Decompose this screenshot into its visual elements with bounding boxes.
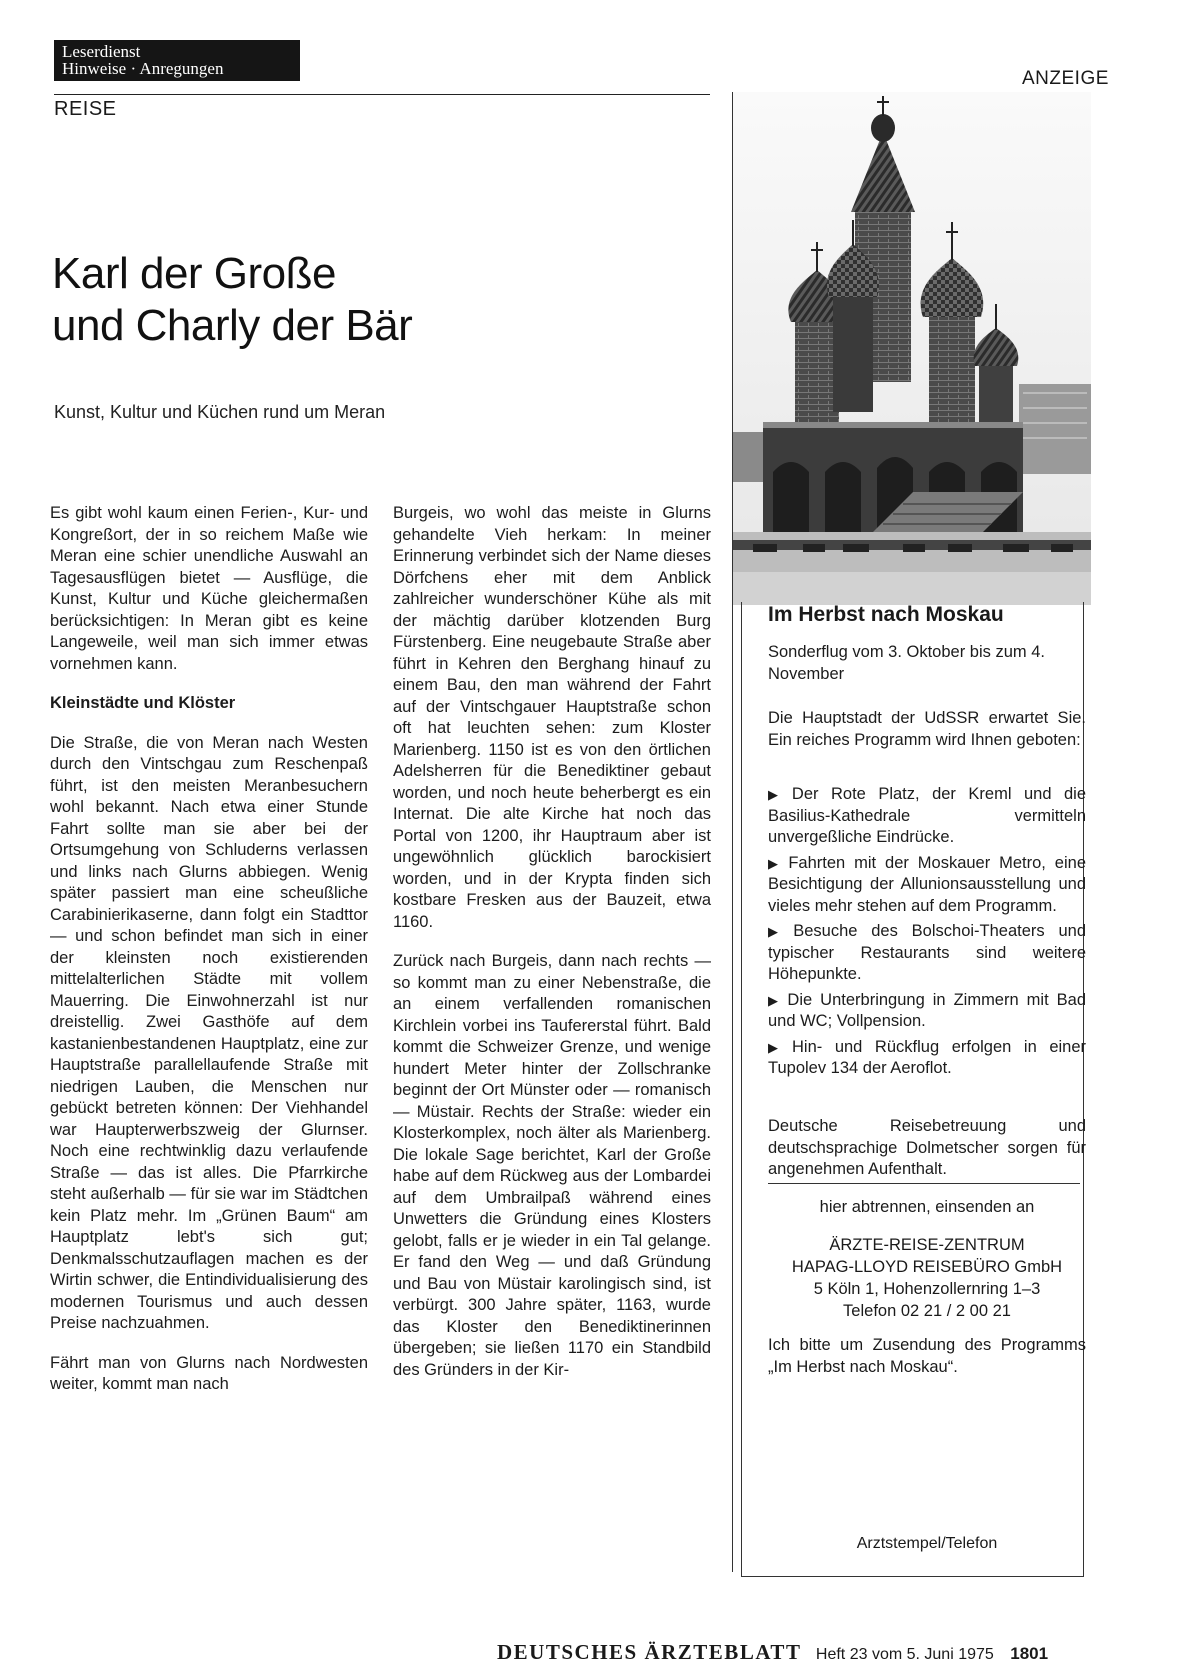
- contact-address: [768, 1234, 1086, 1322]
- list-item: [768, 853, 1086, 918]
- paragraph: Zurück nach Burgeis, dann nach rechts — so kommt man zu einer Nebenstraße, die an einem verfallenden romanischen Kirchlein vorbei ins Taufererstal führt. Bald kommt die Schweizer Grenze, und wenige hundert Meter hinter der Zollschranke beginnt der Ort Münster oder — romanisch — Müstair. Rechts der Straße: wieder ein Klosterkomplex, noch älter als Marienberg. Die lokale Sage berichtet, Karl der Große habe auf dem Rückweg aus der Lombardei auf dem Umbrailpaß während eines Unwetters die Gründung eines Klosters gelobt, falls er je wieder in ein Tal gelange. Er fand den Weg — und daß Gründung und Bau von Müstair karolingisch sind, ist verbürgt. 300 Jahre später, 1163, wurde das Kloster den Benediktinerinnen übergeben; sie ließen 1170 ein Standbild des Gründers in der Kir-: [393, 952, 711, 1379]
- page-footer: [497, 1640, 1048, 1665]
- section-label: REISE: [54, 98, 117, 120]
- list-item-text: Hin- und Rückflug erfolgen in einer Tupolev 134 der Aeroflot.: [768, 1037, 1087, 1077]
- cathedral-photo: [733, 92, 1091, 605]
- list-item-text: Die Unterbringung in Zimmern mit Bad und WC; Vollpension.: [768, 990, 1087, 1030]
- list-item-text: Der Rote Platz, der Kreml und die Basilius-Kathedrale vermitteln unvergeßliche Eindrücke.: [768, 785, 1086, 846]
- paragraph: Fährt man von Glurns nach Nordwesten weiter, kommt man nach: [50, 1353, 368, 1393]
- badge-line-1: Leserdienst: [62, 42, 141, 61]
- cut-note: hier abtrennen, einsenden an: [819, 1198, 1035, 1216]
- page-number: 1801: [1010, 1644, 1049, 1663]
- list-item-text: Besuche des Bolschoi-Theaters und typischer Restaurants sind weitere Höhepunkte.: [768, 922, 1086, 983]
- paragraph: Burgeis, wo wohl das meiste in Glurns gehandelte Vieh herkam: In meiner Erinnerung verbindet sich der Name dieses Dörfchens eher mit dem Anblick zahlreicher wunderschöner Kühe als mit der mächtig darüber klotzenden Burg Fürstenberg. Eine neugebaute Straße aber führt in Kehren den Berghang hinauf zu einem Bau, den man während der Fahrt auf der Vintschgauer Hauptstraße schon oft hat leuchten sehen: zum Kloster Marienberg. 1150 ist es von den örtlichen Adelsherren für die Benediktiner gebaut worden, und noch heute beherbergt es ein Internat. Die alte Kirche hat noch das Portal von 1200, ihr Hauptraum aber ist ungewöhnlich glücklich barockisiert worden, und in der Krypta finden sich kostbare Fresken aus der Bauzeit, etwa 1160.: [393, 504, 711, 931]
- list-item: [768, 921, 1086, 986]
- list-item: [768, 784, 1086, 849]
- title-line-2: und Charly der Bär: [52, 301, 413, 350]
- list-item: [768, 1037, 1086, 1080]
- issue-info: Heft 23 vom 5. Juni 1975: [815, 1646, 994, 1663]
- ad-title: Im Herbst nach Moskau: [768, 603, 1004, 626]
- triangle-bullet-icon: ▶: [768, 1039, 786, 1055]
- subheading: Kleinstädte und Klöster: [50, 694, 236, 712]
- ad-feature-list: [768, 784, 1086, 1084]
- article-column-1: [50, 503, 368, 1414]
- journal-name: DEUTSCHES ÄRZTEBLATT: [497, 1640, 802, 1664]
- address-line: Telefon 02 21 / 2 00 21: [843, 1302, 1011, 1320]
- article-column-2: [393, 503, 711, 1399]
- request-text: Ich bitte um Zusendung des Programms „Im Herbst nach Moskau“.: [768, 1336, 1086, 1376]
- triangle-bullet-icon: ▶: [768, 924, 788, 939]
- ad-closing: Deutsche Reisebetreuung und deutschsprachige Dolmetscher sorgen für angenehmen Aufenthalt.: [768, 1117, 1086, 1178]
- title-line-1: Karl der Große: [52, 249, 336, 298]
- list-item-text: Fahrten mit der Moskauer Metro, eine Besichtigung der Allunionsausstellung und vieles mehr stehen auf dem Programm.: [768, 853, 1086, 915]
- article-subtitle: Kunst, Kultur und Küchen rund um Meran: [54, 402, 386, 422]
- paragraph: Es gibt wohl kaum einen Ferien-, Kur- und Kongreßort, der in so reichem Maße wie Meran eine schier unendliche Auswahl an Tagesausflügen bietet — Ausflüge, die Kunst, Kultur und Küche gleichermaßen berücksichtigen: In Meran gibt es keine Langeweile, weil man sich immer etwas vornehmen kann.: [50, 504, 368, 673]
- triangle-bullet-icon: ▶: [768, 787, 786, 802]
- article-title: [52, 248, 412, 352]
- cut-line: [768, 1183, 1080, 1184]
- section-badge: [54, 40, 300, 81]
- ad-label: ANZEIGE: [1022, 68, 1109, 89]
- triangle-bullet-icon: ▶: [768, 855, 783, 871]
- triangle-bullet-icon: ▶: [768, 992, 782, 1008]
- stamp-label: Arztstempel/Telefon: [856, 1535, 998, 1552]
- address-line: 5 Köln 1, Hohenzollernring 1–3: [813, 1280, 1041, 1298]
- list-item: [768, 990, 1086, 1033]
- paragraph: Die Straße, die von Meran nach Westen durch den Vintschgau zum Reschenpaß führt, ist den meisten Meranbesuchern wohl bekannt. Nach etwa einer Stunde Fahrt sollte man sie aber bei der Ortsumgehung von Schluderns verlassen und links nach Glurns abbiegen. Wenig später passiert man eine scheußliche Carabinierikaserne, dann folgt ein Stadttor — und schon befindet man sich in einer der kleinsten noch existierenden mittelalterlichen Städte mit vollem Mauerring. Die Einwohnerzahl ist nur dreistellig. Zwei Gasthöfe auf dem kastanienbestandenen Hauptplatz, eine zur Hauptstraße parallellaufende Straße mit niedrigen Lauben, die Menschen nur gebückt betreten können: Der Viehhandel war Haupterwerbszweig der Glurnser. Noch eine rechtwinklig dazu verlaufende Straße — das ist alles. Die Pfarrkirche steht außerhalb — für sie war im Städtchen kein Platz mehr. Im „Grünen Baum“ am Hauptplatz lebt's sich gut; Denkmalsschutzauflagen machen es der Wirtin schwer, die Entindividualisierung des modernen Tourismus und auch dessen Preise nachzuahmen.: [50, 733, 368, 1332]
- ad-intro: Die Hauptstadt der UdSSR erwartet Sie. Ein reiches Programm wird Ihnen geboten:: [768, 709, 1086, 749]
- cathedral-image: [733, 92, 1091, 605]
- badge-line-2: Hinweise · Anregungen: [62, 59, 224, 78]
- header-rule: [54, 94, 710, 95]
- address-line: HAPAG-LLOYD REISEBÜRO GmbH: [791, 1258, 1063, 1276]
- address-line: ÄRZTE-REISE-ZENTRUM: [829, 1236, 1025, 1254]
- ad-subtitle: Sonderflug vom 3. Oktober bis zum 4. November: [768, 643, 1045, 683]
